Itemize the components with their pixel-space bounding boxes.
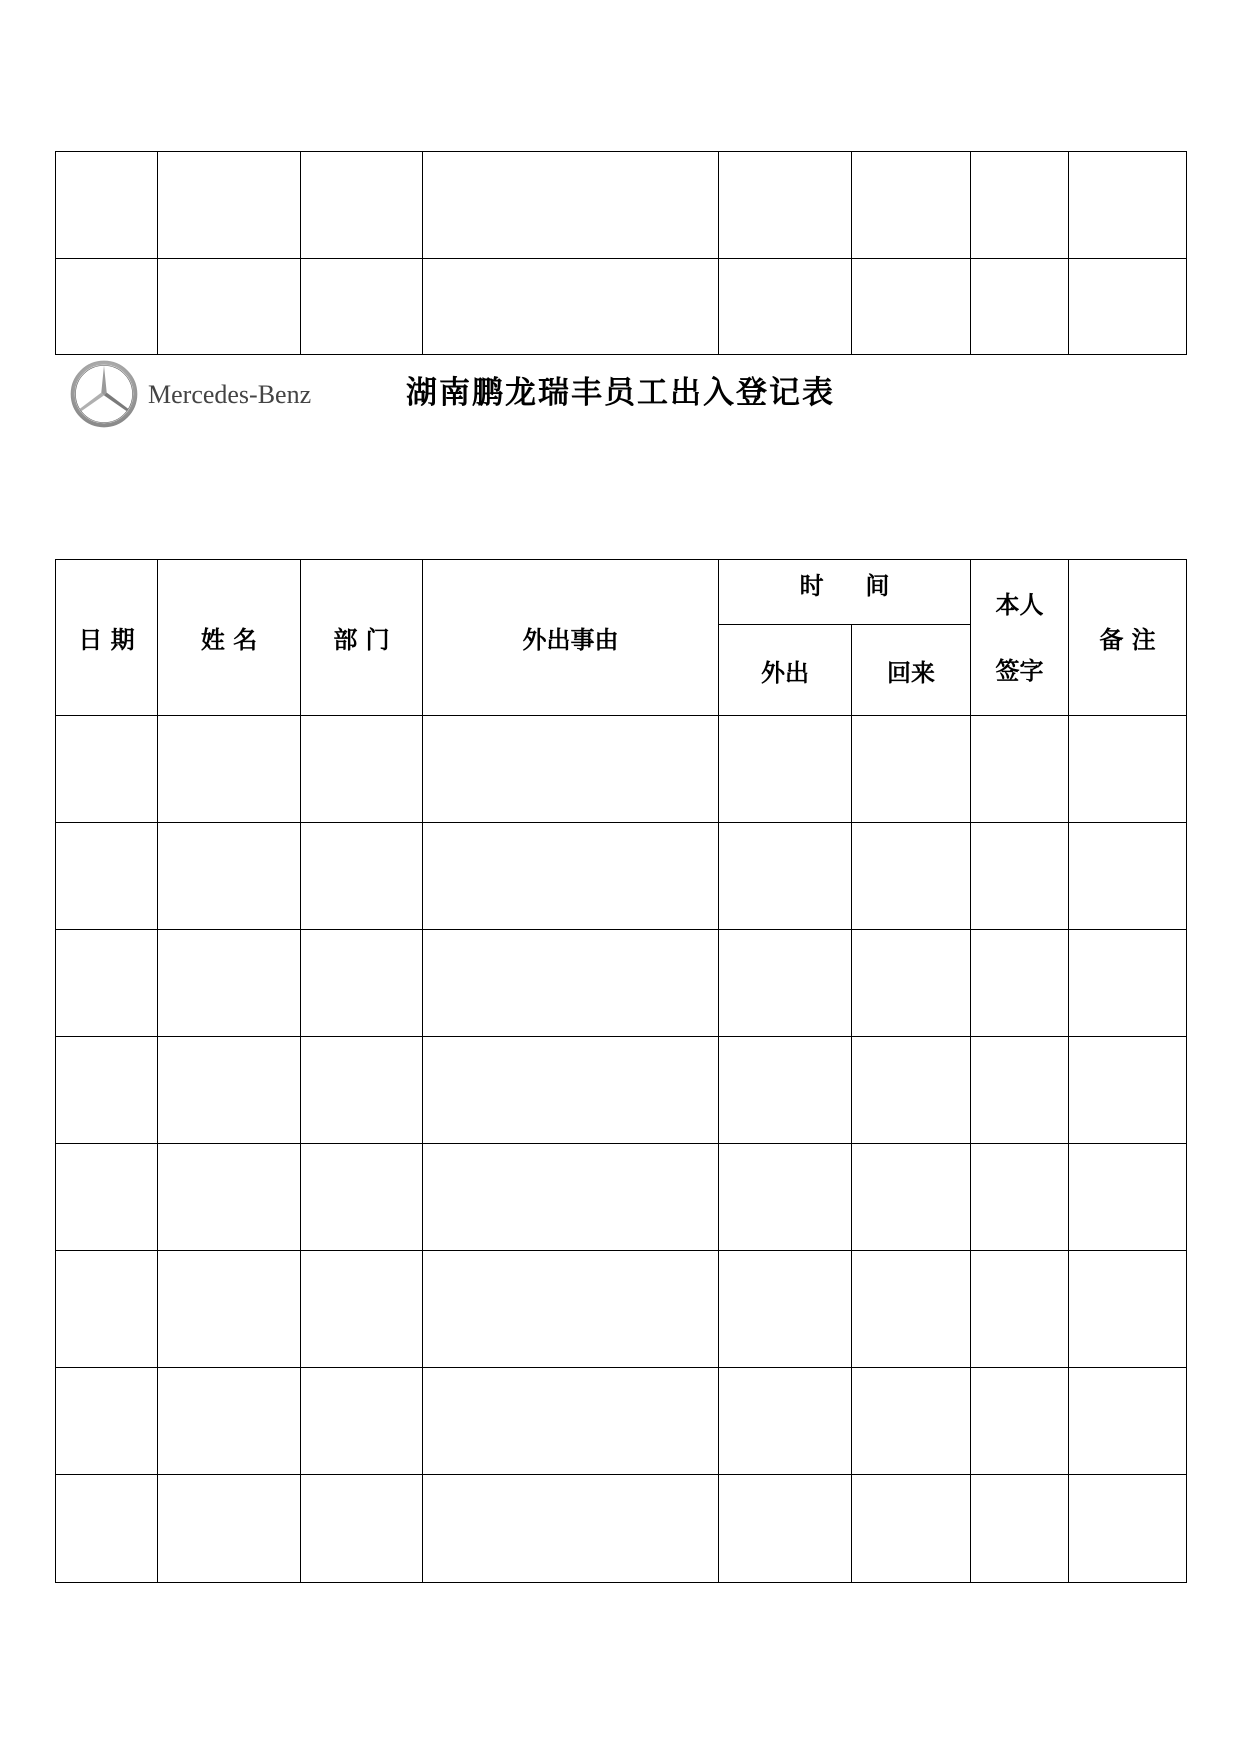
cell-name[interactable]: [158, 259, 301, 355]
header-signature-line2: 签字: [995, 655, 1044, 685]
cell-time-out[interactable]: [719, 930, 852, 1037]
cell-reason[interactable]: [423, 930, 719, 1037]
cell-name[interactable]: [158, 1251, 301, 1368]
mercedes-benz-logo: [70, 360, 330, 430]
cell-reason[interactable]: [423, 823, 719, 930]
table-row: [56, 1037, 1187, 1144]
cell-time-out[interactable]: [719, 1475, 852, 1583]
header-reason: 外出事由: [423, 560, 719, 716]
cell-time-out[interactable]: [719, 823, 852, 930]
cell-time-back[interactable]: [852, 823, 971, 930]
cell-time-back[interactable]: [852, 152, 971, 259]
header-department: 部 门: [301, 560, 423, 716]
cell-date[interactable]: [56, 1144, 158, 1251]
cell-department[interactable]: [301, 259, 423, 355]
cell-department[interactable]: [301, 930, 423, 1037]
cell-reason[interactable]: [423, 1144, 719, 1251]
cell-department[interactable]: [301, 823, 423, 930]
three-pointed-star-icon: [70, 360, 138, 428]
cell-time-out[interactable]: [719, 1144, 852, 1251]
cell-remarks[interactable]: [1069, 1475, 1187, 1583]
header-signature-line1: 本人: [995, 589, 1044, 619]
cell-time-back[interactable]: [852, 1475, 971, 1583]
previous-table-fragment: [55, 151, 1187, 355]
cell-department[interactable]: [301, 1251, 423, 1368]
cell-time-out[interactable]: [719, 259, 852, 355]
cell-name[interactable]: [158, 1037, 301, 1144]
cell-department[interactable]: [301, 1144, 423, 1251]
cell-time-back[interactable]: [852, 930, 971, 1037]
cell-department[interactable]: [301, 716, 423, 823]
cell-signature[interactable]: [971, 1368, 1069, 1475]
cell-remarks[interactable]: [1069, 716, 1187, 823]
cell-name[interactable]: [158, 1475, 301, 1583]
header-time-out: 外出: [719, 625, 852, 716]
document-header: [70, 355, 1170, 435]
cell-remarks[interactable]: [1069, 259, 1187, 355]
table-row: [56, 152, 1187, 259]
cell-remarks[interactable]: [1069, 930, 1187, 1037]
cell-date[interactable]: [56, 1251, 158, 1368]
cell-reason[interactable]: [423, 1037, 719, 1144]
cell-remarks[interactable]: [1069, 152, 1187, 259]
cell-date[interactable]: [56, 823, 158, 930]
cell-remarks[interactable]: [1069, 1368, 1187, 1475]
cell-time-out[interactable]: [719, 716, 852, 823]
cell-signature[interactable]: [971, 1037, 1069, 1144]
cell-department[interactable]: [301, 1037, 423, 1144]
cell-time-back[interactable]: [852, 1251, 971, 1368]
cell-signature[interactable]: [971, 823, 1069, 930]
cell-name[interactable]: [158, 1144, 301, 1251]
table-row: [56, 1251, 1187, 1368]
cell-date[interactable]: [56, 1368, 158, 1475]
cell-name[interactable]: [158, 716, 301, 823]
cell-department[interactable]: [301, 152, 423, 259]
header-time: 时 间: [719, 560, 971, 625]
table-row: [56, 259, 1187, 355]
brand-wordmark: Mercedes-Benz: [148, 380, 312, 409]
cell-remarks[interactable]: [1069, 1144, 1187, 1251]
cell-date[interactable]: [56, 259, 158, 355]
cell-name[interactable]: [158, 930, 301, 1037]
table-row: [56, 930, 1187, 1037]
cell-time-back[interactable]: [852, 1368, 971, 1475]
cell-date[interactable]: [56, 1037, 158, 1144]
cell-time-back[interactable]: [852, 1037, 971, 1144]
cell-remarks[interactable]: [1069, 823, 1187, 930]
cell-signature[interactable]: [971, 716, 1069, 823]
cell-signature[interactable]: [971, 152, 1069, 259]
table-row: [56, 1475, 1187, 1583]
header-date: 日 期: [56, 560, 158, 716]
header-remarks: 备 注: [1069, 560, 1187, 716]
table-row: [56, 716, 1187, 823]
cell-time-back[interactable]: [852, 259, 971, 355]
cell-date[interactable]: [56, 716, 158, 823]
cell-reason[interactable]: [423, 1251, 719, 1368]
cell-signature[interactable]: [971, 930, 1069, 1037]
cell-department[interactable]: [301, 1368, 423, 1475]
cell-reason[interactable]: [423, 1475, 719, 1583]
cell-time-out[interactable]: [719, 1037, 852, 1144]
cell-date[interactable]: [56, 152, 158, 259]
cell-name[interactable]: [158, 1368, 301, 1475]
page-title: 湖南鹏龙瑞丰员工出入登记表: [406, 375, 835, 411]
cell-name[interactable]: [158, 823, 301, 930]
header-signature: [971, 560, 1069, 716]
cell-time-out[interactable]: [719, 1368, 852, 1475]
cell-department[interactable]: [301, 1475, 423, 1583]
header-name: 姓 名: [158, 560, 301, 716]
cell-reason[interactable]: [423, 1368, 719, 1475]
table-row: [56, 1368, 1187, 1475]
cell-time-back[interactable]: [852, 1144, 971, 1251]
cell-reason[interactable]: [423, 716, 719, 823]
cell-signature[interactable]: [971, 259, 1069, 355]
cell-time-out[interactable]: [719, 152, 852, 259]
cell-reason[interactable]: [423, 259, 719, 355]
registration-table: [55, 559, 1187, 1583]
header-time-back: 回来: [852, 625, 971, 716]
cell-name[interactable]: [158, 152, 301, 259]
cell-reason[interactable]: [423, 152, 719, 259]
cell-date[interactable]: [56, 1475, 158, 1583]
cell-time-out[interactable]: [719, 1251, 852, 1368]
cell-remarks[interactable]: [1069, 1251, 1187, 1368]
table-row: [56, 823, 1187, 930]
cell-signature[interactable]: [971, 1144, 1069, 1251]
cell-date[interactable]: [56, 930, 158, 1037]
cell-signature[interactable]: [971, 1475, 1069, 1583]
cell-time-back[interactable]: [852, 716, 971, 823]
cell-remarks[interactable]: [1069, 1037, 1187, 1144]
cell-signature[interactable]: [971, 1251, 1069, 1368]
table-row: [56, 1144, 1187, 1251]
